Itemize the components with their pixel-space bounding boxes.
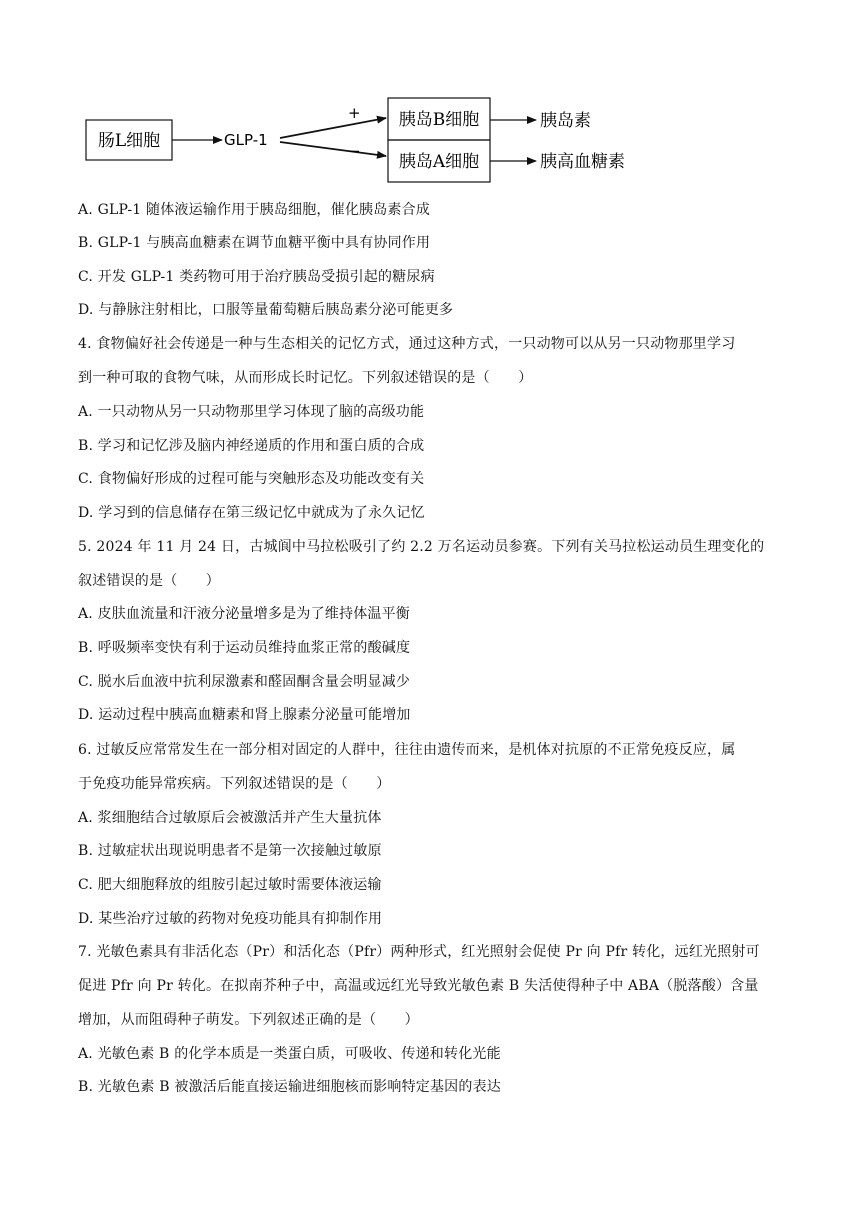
q7-option-b: B. 光敏色素 B 被激活后能直接运输进细胞核而影响特定基因的表达: [78, 1079, 501, 1095]
q7-stem-line1: 7. 光敏色素具有非活化态（Pr）和活化态（Pfr）两种形式，红光照射会促使 Pr 向 Pfr 转化，远红光照射可: [78, 944, 760, 960]
source-box-label: 肠L细胞: [97, 131, 161, 151]
q4-option-a: A. 一只动物从另一只动物那里学习体现了脑的高级功能: [78, 404, 425, 420]
q6-stem-line2: 于免疫功能异常疾病。下列叙述错误的是（ ）: [78, 776, 391, 792]
q6-stem-line1: 6. 过敏反应常常发生在一部分相对固定的人群中，往往由遗传而来，是机体对抗原的不正常免疫反应，属: [78, 742, 736, 758]
q4-option-b: B. 学习和记忆涉及脑内神经递质的作用和蛋白质的合成: [78, 438, 425, 454]
q5-option-a: A. 皮肤血流量和汗液分泌量增多是为了维持体温平衡: [78, 606, 411, 622]
signal-label: GLP-1: [224, 131, 268, 149]
q3-option-c: C. 开发 GLP-1 类药物可用于治疗胰岛受损引起的糖尿病: [78, 269, 435, 285]
q3-option-b: B. GLP-1 与胰高血糖素在调节血糖平衡中具有协同作用: [78, 235, 431, 251]
q6-option-d: D. 某些治疗过敏的药物对免疫功能具有抑制作用: [78, 911, 383, 927]
minus-sign: −: [348, 142, 361, 160]
arrow-plus: [280, 118, 386, 138]
arrow-minus: [280, 142, 386, 156]
q3-option-d: D. 与静脉注射相比，口服等量葡萄糖后胰岛素分泌可能更多: [78, 302, 454, 318]
q4-stem-line1: 4. 食物偏好社会传递是一种与生态相关的记忆方式，通过这种方式，一只动物可以从另一只动物那里学习: [78, 336, 736, 352]
q7-stem-line3: 增加，从而阻碍种子萌发。下列叙述正确的是（ ）: [78, 1012, 419, 1028]
q6-option-c: C. 肥大细胞释放的组胺引起过敏时需要体液运输: [78, 877, 382, 893]
q3-option-a: A. GLP-1 随体液运输作用于胰岛细胞，催化胰岛素合成: [78, 202, 431, 218]
q4-option-c: C. 食物偏好形成的过程可能与突触形态及功能改变有关: [78, 471, 425, 487]
q4-stem-line2: 到一种可取的食物气味，从而形成长时记忆。下列叙述错误的是（ ）: [78, 370, 533, 386]
glp1-regulation-diagram: [84, 94, 664, 188]
plus-sign: +: [348, 104, 361, 122]
b-output-label: 胰岛素: [540, 111, 591, 131]
a-output-label: 胰高血糖素: [540, 152, 625, 172]
q4-option-d: D. 学习到的信息储存在第三级记忆中就成为了永久记忆: [78, 505, 425, 521]
q7-stem-line2: 促进 Pfr 向 Pr 转化。在拟南芥种子中，高温或远红光导致光敏色素 B 失活使得种子中 ABA（脱落酸）含量: [78, 978, 759, 994]
q6-option-b: B. 过敏症状出现说明患者不是第一次接触过敏原: [78, 843, 382, 859]
q7-option-a: A. 光敏色素 B 的化学本质是一类蛋白质，可吸收、传递和转化光能: [78, 1046, 501, 1062]
q5-option-d: D. 运动过程中胰高血糖素和肾上腺素分泌量可能增加: [78, 707, 411, 723]
q6-option-a: A. 浆细胞结合过敏原后会被激活并产生大量抗体: [78, 810, 382, 826]
a-cell-label: 胰岛A细胞: [398, 152, 480, 172]
q5-option-c: C. 脱水后血液中抗利尿激素和醛固酮含量会明显减少: [78, 674, 411, 690]
q5-stem-line2: 叙述错误的是（ ）: [78, 573, 220, 589]
q5-stem-line1: 5. 2024 年 11 月 24 日，古城阆中马拉松吸引了约 2.2 万名运动员参赛。下列有关马拉松运动员生理变化的: [78, 539, 765, 555]
b-cell-label: 胰岛B细胞: [398, 110, 480, 130]
q5-option-b: B. 呼吸频率变快有利于运动员维持血浆正常的酸碱度: [78, 640, 411, 656]
